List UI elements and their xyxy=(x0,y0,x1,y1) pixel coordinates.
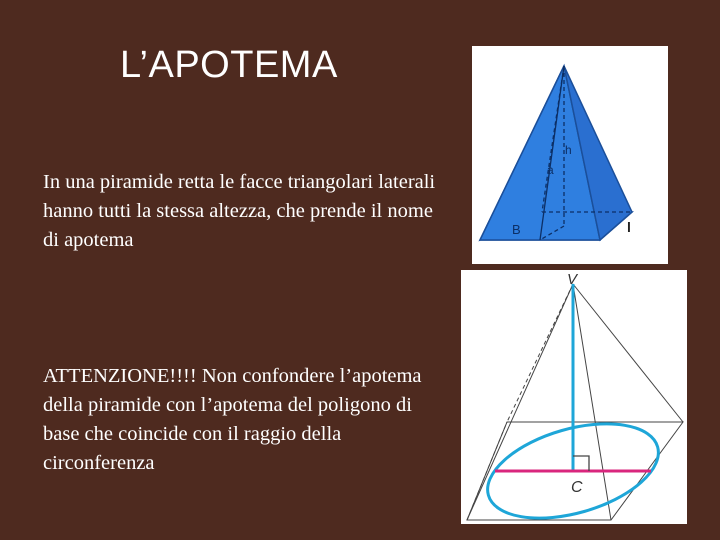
slide-title: L’APOTEMA xyxy=(120,44,338,86)
lateral-edge-right xyxy=(573,284,683,422)
pyramid-figure xyxy=(472,46,668,264)
label-c: C xyxy=(571,479,583,496)
label-a: a xyxy=(547,163,554,177)
circle-pyramid-drawing xyxy=(461,270,687,524)
lateral-edge-back xyxy=(507,284,573,422)
definition-paragraph: In una piramide retta le facce triangolari laterali hanno tutti la stessa altezza, che prende il nome di apotema xyxy=(43,171,436,251)
lateral-edge-left xyxy=(467,284,573,520)
warning-paragraph: ATTENZIONE!!!! Non confondere l’apotema della piramide con l’apotema del poligono di base che coincide con il raggio della circonferenza xyxy=(43,365,422,474)
label-v: V xyxy=(567,271,578,288)
pyramid-drawing xyxy=(472,46,668,264)
label-b: B xyxy=(512,222,521,237)
label-l: l xyxy=(627,219,631,235)
label-h: h xyxy=(565,143,572,157)
right-angle-mark xyxy=(573,456,589,471)
circle-pyramid-figure xyxy=(461,270,687,524)
